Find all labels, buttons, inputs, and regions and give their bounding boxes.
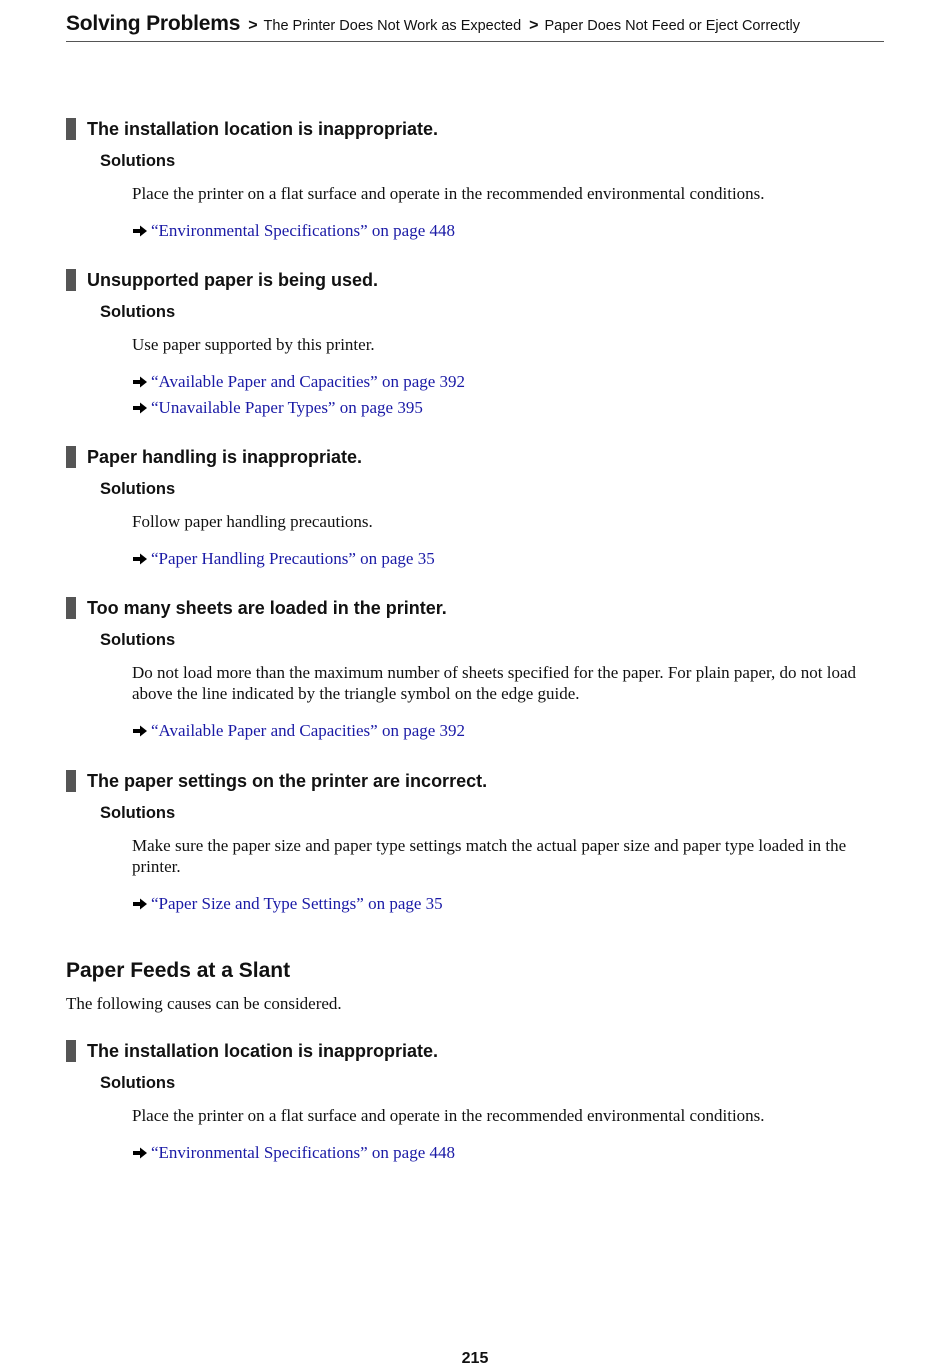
link-text[interactable]: “Paper Size and Type Settings” on page 35 [151, 894, 443, 913]
cause-block [66, 770, 884, 913]
breadcrumb-separator: > [248, 17, 258, 34]
link-text[interactable]: “Available Paper and Capacities” on page 392 [151, 372, 466, 391]
reference-link[interactable] [132, 220, 455, 241]
section-intro: The following causes can be considered. [66, 994, 342, 1013]
cause-title: The installation location is inappropriate. [87, 119, 439, 139]
reference-link[interactable] [132, 397, 423, 418]
solution-text: Do not load more than the maximum number of sheets specified for the paper. For plain paper, do not load above the line indicated by the triangle symbol on the edge guide. [132, 663, 856, 703]
solution-text: Follow paper handling precautions. [132, 512, 373, 531]
arrow-right-icon [132, 553, 148, 565]
arrow-right-icon [132, 898, 148, 910]
chapter-title: Solving Problems [66, 12, 241, 35]
heading-bar-marker [66, 597, 76, 619]
reference-link[interactable] [132, 720, 465, 741]
cause-block [66, 446, 884, 568]
reference-link[interactable] [132, 548, 435, 569]
solution-text: Make sure the paper size and paper type settings match the actual paper size and paper type loaded in the printer. [132, 836, 847, 876]
solutions-label: Solutions [100, 1074, 176, 1092]
cause-block [66, 269, 884, 417]
breadcrumb-separator: > [529, 17, 539, 34]
arrow-right-icon [132, 725, 148, 737]
cause-title: Unsupported paper is being used. [87, 270, 379, 290]
link-text[interactable]: “Environmental Specifications” on page 448 [151, 1143, 456, 1162]
cause-heading [66, 446, 884, 468]
heading-bar-marker [66, 1040, 76, 1062]
link-text[interactable]: “Unavailable Paper Types” on page 395 [151, 398, 423, 417]
solutions-label: Solutions [100, 303, 176, 321]
reference-link[interactable] [132, 893, 443, 914]
section-title: Paper Feeds at a Slant [66, 959, 291, 982]
solution-text: Use paper supported by this printer. [132, 335, 375, 354]
heading-bar-marker [66, 446, 76, 468]
arrow-right-icon [132, 376, 148, 388]
arrow-right-icon [132, 402, 148, 414]
link-text[interactable]: “Available Paper and Capacities” on page 392 [151, 721, 466, 740]
arrow-right-icon [132, 1147, 148, 1159]
breadcrumb-item-current: Paper Does Not Feed or Eject Correctly [544, 18, 800, 34]
cause-title: The paper settings on the printer are incorrect. [87, 771, 488, 791]
heading-bar-marker [66, 269, 76, 291]
heading-bar-marker [66, 770, 76, 792]
cause-title: Paper handling is inappropriate. [87, 447, 363, 467]
solution-text: Place the printer on a flat surface and operate in the recommended environmental conditions. [132, 1106, 765, 1125]
cause-block [66, 597, 884, 740]
breadcrumb-item-section[interactable]: The Printer Does Not Work as Expected [263, 18, 522, 34]
solutions-label: Solutions [100, 631, 176, 649]
link-text[interactable]: “Environmental Specifications” on page 448 [151, 221, 456, 240]
page-number: 215 [461, 1350, 489, 1367]
cause-title: Too many sheets are loaded in the printer. [87, 598, 447, 618]
cause-block [66, 118, 884, 240]
solutions-label: Solutions [100, 480, 176, 498]
solutions-label: Solutions [100, 152, 176, 170]
cause-heading [66, 597, 884, 619]
reference-link[interactable] [132, 1142, 455, 1163]
heading-bar-marker [66, 118, 76, 140]
solutions-label: Solutions [100, 804, 176, 822]
link-text[interactable]: “Paper Handling Precautions” on page 35 [151, 549, 435, 568]
cause-heading [66, 1040, 884, 1062]
cause-heading [66, 770, 884, 792]
reference-link[interactable] [132, 371, 465, 392]
cause-heading [66, 118, 884, 140]
cause-title: The installation location is inappropriate. [87, 1041, 439, 1061]
cause-heading [66, 269, 884, 291]
breadcrumb [66, 12, 884, 42]
solution-text: Place the printer on a flat surface and operate in the recommended environmental conditions. [132, 184, 765, 203]
arrow-right-icon [132, 225, 148, 237]
cause-block [66, 1040, 884, 1162]
